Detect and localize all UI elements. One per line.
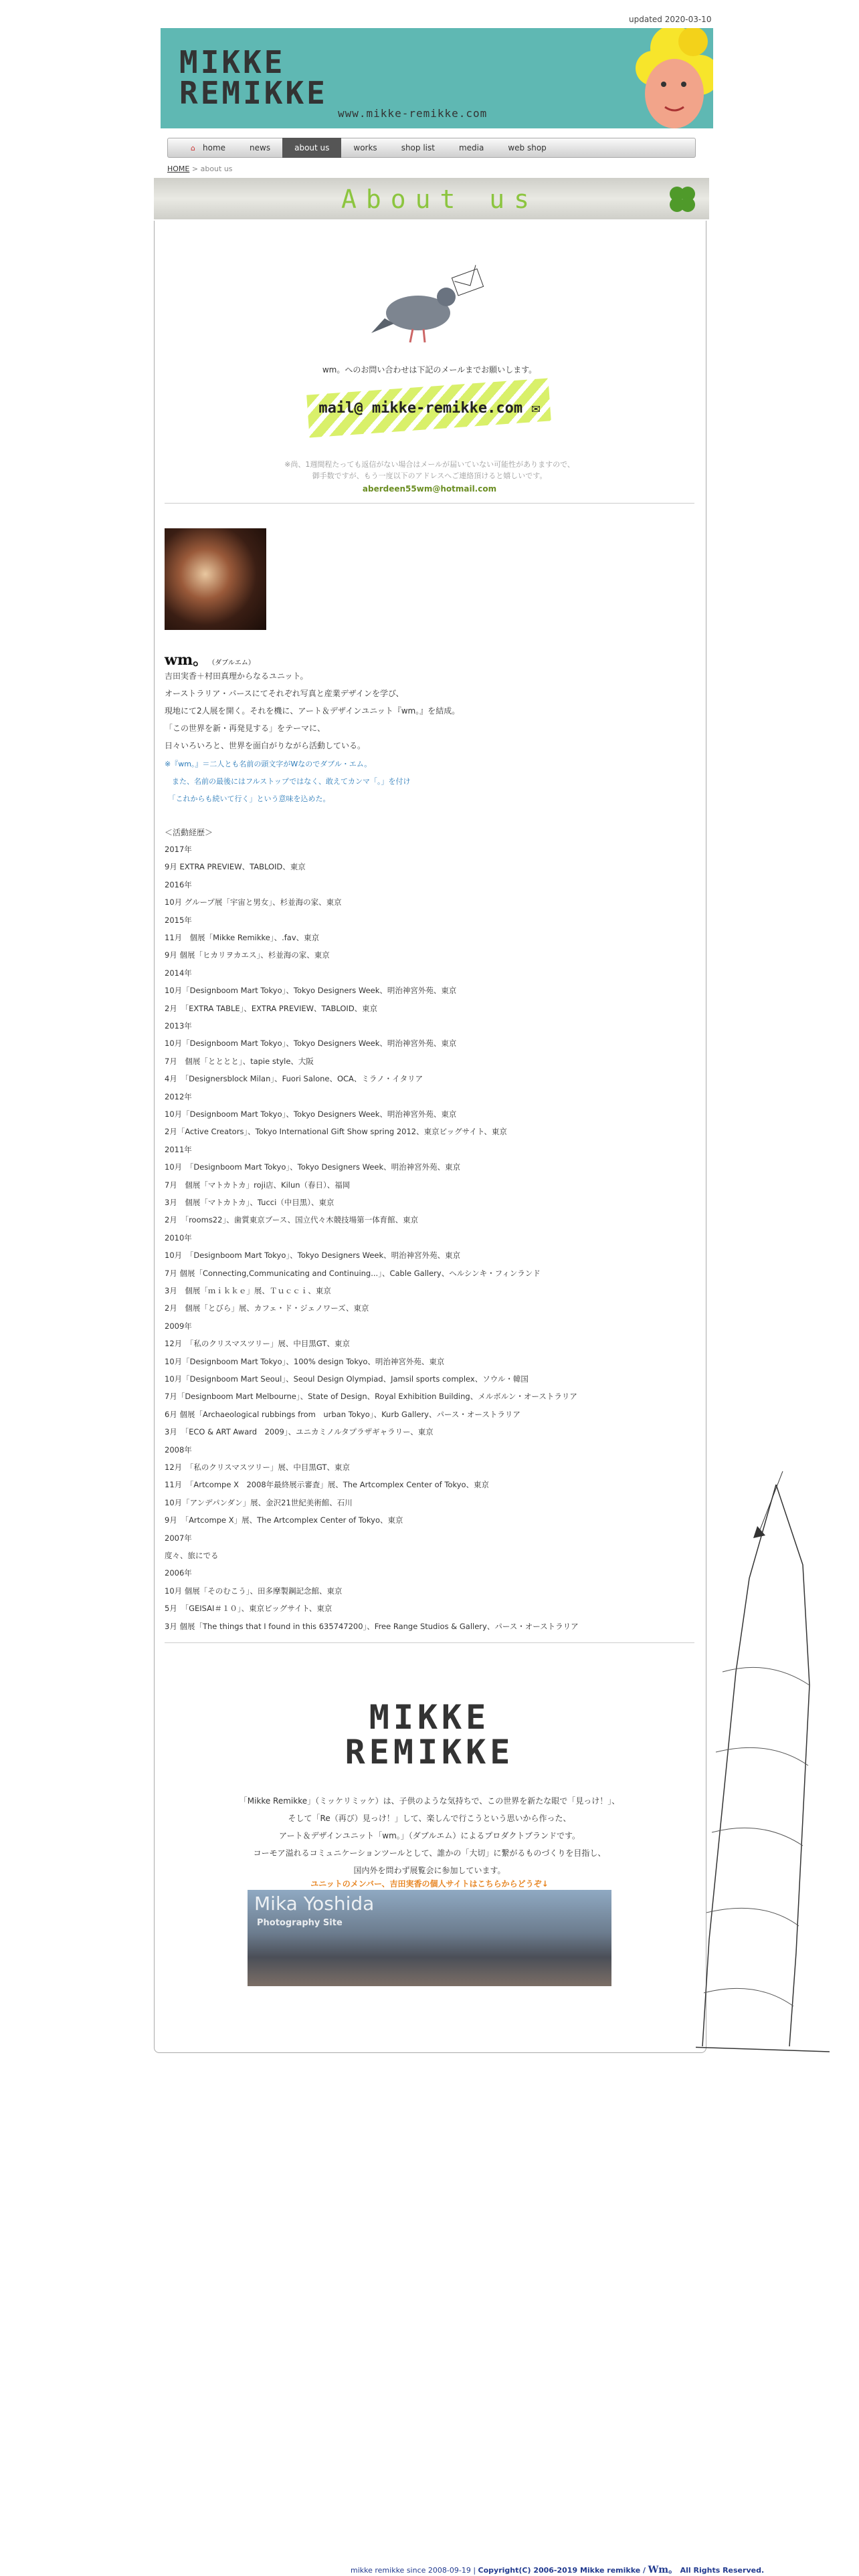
contact-email[interactable] bbox=[0, 400, 859, 417]
history-entry: 11月 「Artcompe X 2008年最終展示審査」展、The Artcomplex Center of Tokyo、東京 bbox=[165, 1480, 490, 1490]
history-entry: 10月 個展「そのむこう」、田多摩製鋼記念館、東京 bbox=[165, 1586, 343, 1596]
history-year: 2007年 bbox=[165, 1533, 192, 1543]
history-year: 2010年 bbox=[165, 1232, 192, 1243]
concept-line: アート＆デザインユニット「wm。」（ダブルエム）によるプロダクトブランドです。 bbox=[278, 1831, 581, 1840]
mail-note-line: 御手数ですが、もう一度以下のアドレスへご連絡頂けると嬉しいです。 bbox=[312, 471, 547, 480]
nav-media[interactable]: media bbox=[458, 143, 484, 152]
history-entry: 3月 個展「ｍｉｋｋｅ」展、Ｔｕｃｃｉ、東京 bbox=[165, 1286, 331, 1295]
envelope-icon: ✉ bbox=[531, 400, 541, 417]
history-entry: 12月 「私のクリスマスツリー」展、中目黒GT、東京 bbox=[165, 1339, 350, 1349]
history-entry: 3月 「ECO & ART Award 2009」、ユニカミノルタプラザギャラリー、東京 bbox=[165, 1427, 434, 1437]
main-nav bbox=[167, 138, 696, 158]
history-entry: 9月 個展「ヒカリヲカエス」、杉並海の家、東京 bbox=[165, 950, 330, 960]
breadcrumb: HOME > about us bbox=[167, 165, 233, 173]
footer-since: mikke remikke since 2008-09-19 bbox=[351, 2566, 471, 2575]
unit-member-heading: ユニットのメンバー、吉田実香の個人サイトはこちらからどうぞ↓ bbox=[310, 1879, 549, 1889]
pigeon-illustration bbox=[371, 259, 492, 346]
history-entry: 2月 「rooms22」、歯質東京ブース、国立代々木競技場第一体育館、東京 bbox=[165, 1215, 419, 1225]
mail-note bbox=[0, 459, 859, 481]
history-entry: 12月 「私のクリスマスツリー」展、中目黒GT、東京 bbox=[165, 1463, 350, 1472]
intro-note: ※『wm。』＝二人とも名前の頭文字がWなのでダブル・エム。 bbox=[165, 760, 372, 768]
history-year: 2012年 bbox=[165, 1091, 192, 1101]
history-year: 2008年 bbox=[165, 1444, 192, 1455]
clover-icon bbox=[664, 183, 701, 215]
history-entry: 10月「Designboom Mart Tokyo」、100% design Tokyo、明治神宮外苑、東京 bbox=[165, 1356, 445, 1366]
brand-logo bbox=[0, 1698, 859, 1772]
mail-note-line: ※尚、1週間程たっても返信がない場合はメールが届いていない可能性がありますので、 bbox=[284, 460, 575, 469]
history-heading: ＜活動経歴＞ bbox=[165, 828, 213, 837]
history-entry: 4月 「Designersblock Milan」、Fuori Salone、OCA、ミラノ・イタリア bbox=[165, 1074, 423, 1084]
footer-rights: All Rights Reserved. bbox=[680, 2566, 765, 2575]
history-entry: 5月 「GEISAI＃１０」、東京ビッグサイト、東京 bbox=[165, 1604, 332, 1614]
banner-name: Mika Yoshida bbox=[254, 1893, 375, 1915]
history-year: 2016年 bbox=[165, 879, 192, 889]
unit-name-text: wm。 bbox=[165, 651, 208, 669]
history-year: 2011年 bbox=[165, 1144, 192, 1154]
nav-about-us[interactable]: about us bbox=[282, 138, 341, 158]
contact-lead: wm。へのお問い合わせは下記のメールまでお願いします。 bbox=[322, 365, 537, 374]
home-icon: ⌂ bbox=[191, 144, 195, 152]
brand-logo-line-2: REMIKKE bbox=[345, 1733, 514, 1772]
history-year: 2013年 bbox=[165, 1021, 192, 1031]
footer-copyright: Copyright(C) 2006-2019 Mikke remikke / bbox=[478, 2566, 646, 2575]
nav-web-shop[interactable]: web shop bbox=[508, 143, 547, 152]
history-entry: 10月 グループ展「宇宙と男女」、杉並海の家、東京 bbox=[165, 897, 342, 907]
contact-email-text: mail@ mikke-remikke.com bbox=[318, 400, 523, 417]
nav-works[interactable]: works bbox=[353, 143, 377, 152]
history-year: 2014年 bbox=[165, 968, 192, 978]
history-entry: 10月「Designboom Mart Seoul」、Seoul Design Olympiad、Jamsil sports complex、ソウル・韓国 bbox=[165, 1374, 529, 1384]
history-entry: 10月「Designboom Mart Tokyo」、Tokyo Designers Week、明治神宮外苑、東京 bbox=[165, 986, 457, 996]
site-logo[interactable] bbox=[179, 44, 328, 111]
page-title-band bbox=[154, 178, 709, 219]
intro-line: 現地にて2人展を開く。それを機に、アート＆デザインユニット『wm。』を結成。 bbox=[165, 706, 460, 716]
history-entry: 10月「Designboom Mart Tokyo」、Tokyo Designers Week、明治神宮外苑、東京 bbox=[165, 1109, 457, 1119]
divider bbox=[165, 1642, 694, 1643]
history-entry: 10月 「Designboom Mart Tokyo」、Tokyo Designers Week、明治神宮外苑、東京 bbox=[165, 1162, 461, 1172]
history-entry: 2月 「EXTRA TABLE」、EXTRA PREVIEW、TABLOID、東京 bbox=[165, 1003, 378, 1013]
breadcrumb-home[interactable]: HOME bbox=[167, 165, 190, 173]
footer-wm: Wm。 bbox=[648, 2565, 678, 2575]
history-entry: 7月 個展「マトカトカ」roji店、Kilun（春日）、福岡 bbox=[165, 1180, 351, 1190]
unit-name bbox=[165, 649, 255, 669]
history-year: 2017年 bbox=[165, 845, 192, 854]
concept-line: 「Mikke Remikke」（ミッケリミッケ）は、子供のような気持ちで、この世界を新たな眼で「見っけ！」、 bbox=[239, 1796, 620, 1806]
banner-subtitle: Photography Site bbox=[257, 1918, 343, 1928]
intro-note: また、名前の最後にはフルストップではなく、敢えてカンマ「。」を付け bbox=[165, 777, 411, 786]
history-entry: 3月 個展「マトカトカ」、Tucci（中目黒）、東京 bbox=[165, 1198, 335, 1207]
concept-line: そして「Re（再び）見っけ！」して、楽しんで行こうという思いから作った、 bbox=[288, 1814, 571, 1823]
intro-line: 「この世界を新・再発見する」をテーマに、 bbox=[165, 724, 326, 733]
concept-line: 国内外を問わず展覧会に参加しています。 bbox=[353, 1866, 506, 1875]
history-entry: 度々、旅にでる bbox=[165, 1551, 219, 1560]
history-entry: 2月 個展「とびら」展、カフェ・ド・ジェノワーズ、東京 bbox=[165, 1303, 369, 1313]
history-entry: 9月 EXTRA PREVIEW、TABLOID、東京 bbox=[165, 862, 306, 872]
history-year: 2006年 bbox=[165, 1568, 192, 1578]
divider bbox=[165, 503, 694, 504]
doll-illustration bbox=[606, 28, 713, 128]
unit-name-reading: （ダブルエム） bbox=[211, 659, 255, 667]
history-entry: 11月 個展「Mikke Remikke」、.fav、東京 bbox=[165, 933, 320, 942]
intro-line: 日々いろいろと、世界を面白がりながら活動している。 bbox=[165, 741, 366, 750]
nav-news[interactable]: news bbox=[250, 143, 271, 152]
history-entry: 10月「アンデパンダン」展、金沢21世紀美術館、石川 bbox=[165, 1497, 353, 1507]
history-entry: 6月 個展「Archaeological rubbings from urban Tokyo」、Kurb Gallery、パース・オーストラリア bbox=[165, 1409, 520, 1419]
history-entry: 7月 個展「Connecting,Communicating and Continuing...」、Cable Gallery、ヘルシンキ・フィンランド bbox=[165, 1268, 541, 1278]
mika-yoshida-banner[interactable] bbox=[248, 1890, 611, 1986]
footer: mikke remikke since 2008-09-19 | Copyright(C) 2006-2019 Mikke remikke / Wm。 All Rights Reserved. bbox=[351, 2565, 765, 2575]
logo-line-2: REMIKKE bbox=[179, 75, 328, 111]
intro-line: 吉田実香＋村田真理からなるユニット。 bbox=[165, 671, 308, 681]
intro-line: オーストラリア・パースにてそれぞれ写真と産業デザインを学び、 bbox=[165, 689, 404, 698]
page-title: About us bbox=[341, 185, 539, 214]
site-header bbox=[161, 28, 713, 128]
concept-line: コーモア溢れるコミュニケーションツールとして、誰かの「大切」に繋がるものづくりを目指し、 bbox=[253, 1848, 606, 1858]
history-entry: 7月 個展「とととと」、tapie style、大阪 bbox=[165, 1056, 314, 1066]
history-entry: 9月 「Artcompe X」展、The Artcomplex Center of Tokyo、東京 bbox=[165, 1515, 403, 1525]
history-entry: 7月「Designboom Mart Melbourne」、State of Design、Royal Exhibition Building、メルボルン・オーストラリア bbox=[165, 1392, 577, 1402]
profile-photo bbox=[165, 528, 266, 630]
alt-email-link[interactable]: aberdeen55wm@hotmail.com bbox=[362, 484, 497, 494]
nav-home[interactable]: home bbox=[203, 143, 226, 152]
site-url: www.mikke-remikke.com bbox=[338, 107, 488, 120]
history-entry: 3月 個展「The things that I found in this 635747200」、Free Range Studios & Gallery、パース・オーストラリア bbox=[165, 1621, 579, 1631]
brand-logo-line-1: MIKKE bbox=[369, 1698, 490, 1737]
breadcrumb-current: about us bbox=[200, 165, 233, 173]
updated-date: updated 2020-03-10 bbox=[629, 15, 712, 24]
history-entry: 10月 「Designboom Mart Tokyo」、Tokyo Designers Week、明治神宮外苑、東京 bbox=[165, 1251, 461, 1261]
history-year: 2015年 bbox=[165, 915, 192, 925]
nav-shop-list[interactable]: shop list bbox=[401, 143, 435, 152]
history-entry: 2月「Active Creators」、Tokyo International Gift Show spring 2012、東京ビッグサイト、東京 bbox=[165, 1127, 507, 1137]
intro-note: 「これからも続いて行く」という意味を込めた。 bbox=[165, 794, 330, 803]
history-year: 2009年 bbox=[165, 1321, 192, 1331]
history-entry: 10月「Designboom Mart Tokyo」、Tokyo Designers Week、明治神宮外苑、東京 bbox=[165, 1039, 457, 1049]
logo-line-1: MIKKE bbox=[179, 44, 286, 80]
